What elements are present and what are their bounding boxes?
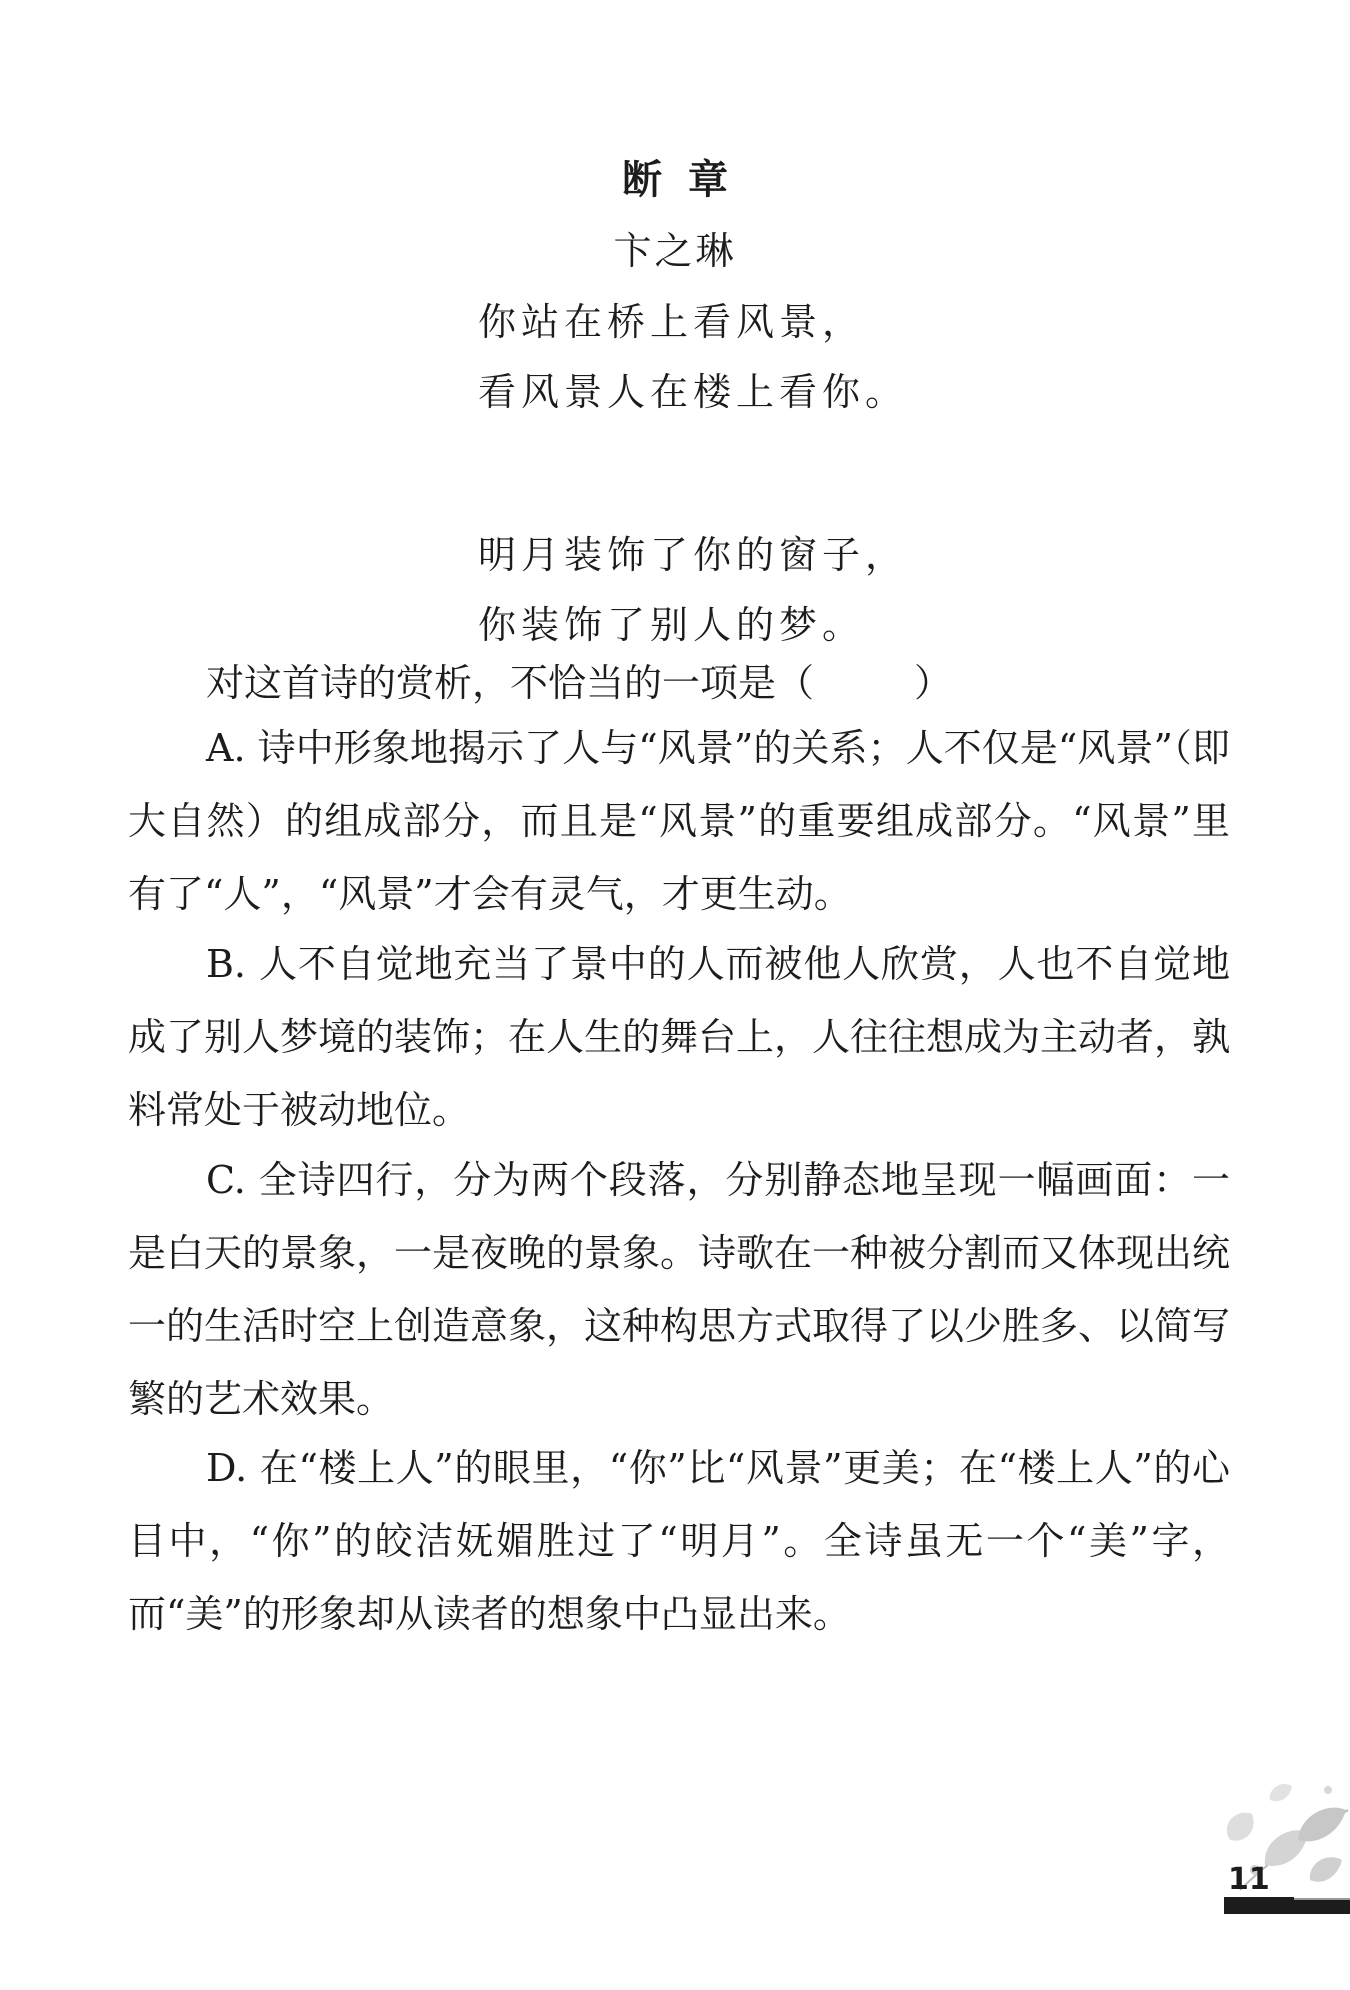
page-footer-bar (1224, 1898, 1350, 1914)
poem-line: 你站在桥上看风景， (478, 300, 866, 344)
question-text: 对这首诗的赏析，不恰当的一项是（ (206, 661, 815, 705)
option-d: D. 在“楼上人”的眼里，“你”比“风景”更美；在“楼上人”的心目中，“你”的皎洁妩媚胜过了“明月”。全诗虽无一个“美”字，而“美”的形象却从读者的想象中凸显出来。 (128, 1446, 1230, 1636)
page-number: 11 (1228, 1862, 1270, 1897)
poem-title: 断章 (622, 157, 754, 203)
poem-line: 你装饰了别人的梦。 (478, 603, 866, 647)
question-close-paren: ） (914, 661, 953, 705)
poem-stanza-2 (478, 520, 908, 660)
option-a: A. 诗中形象地揭示了人与“风景”的关系；人不仅是“风景”（即大自然）的组成部分，而且是“风景”的重要组成部分。“风景”里有了“人”，“风景”才会有灵气，才更生动。 (128, 726, 1230, 916)
poem-stanza-1 (478, 287, 908, 427)
poem-line: 明月装饰了你的窗子， (478, 533, 909, 577)
poem-line: 看风景人在楼上看你。 (478, 370, 909, 414)
poem-author: 卞之琳 (613, 229, 737, 273)
option-c: C. 全诗四行，分为两个段落，分别静态地呈现一幅画面：一是白天的景象，一是夜晚的景象。诗歌在一种被分割而又体现出统一的生活时空上创造意象，这种构思方式取得了以少胜多、以简写繁的艺术效果。 (128, 1158, 1231, 1421)
question-stem (206, 652, 952, 707)
option-b: B. 人不自觉地充当了景中的人而被他人欣赏，人也不自觉地成了别人梦境的装饰；在人生的舞台上，人往往想成为主动者，孰料常处于被动地位。 (128, 942, 1231, 1132)
